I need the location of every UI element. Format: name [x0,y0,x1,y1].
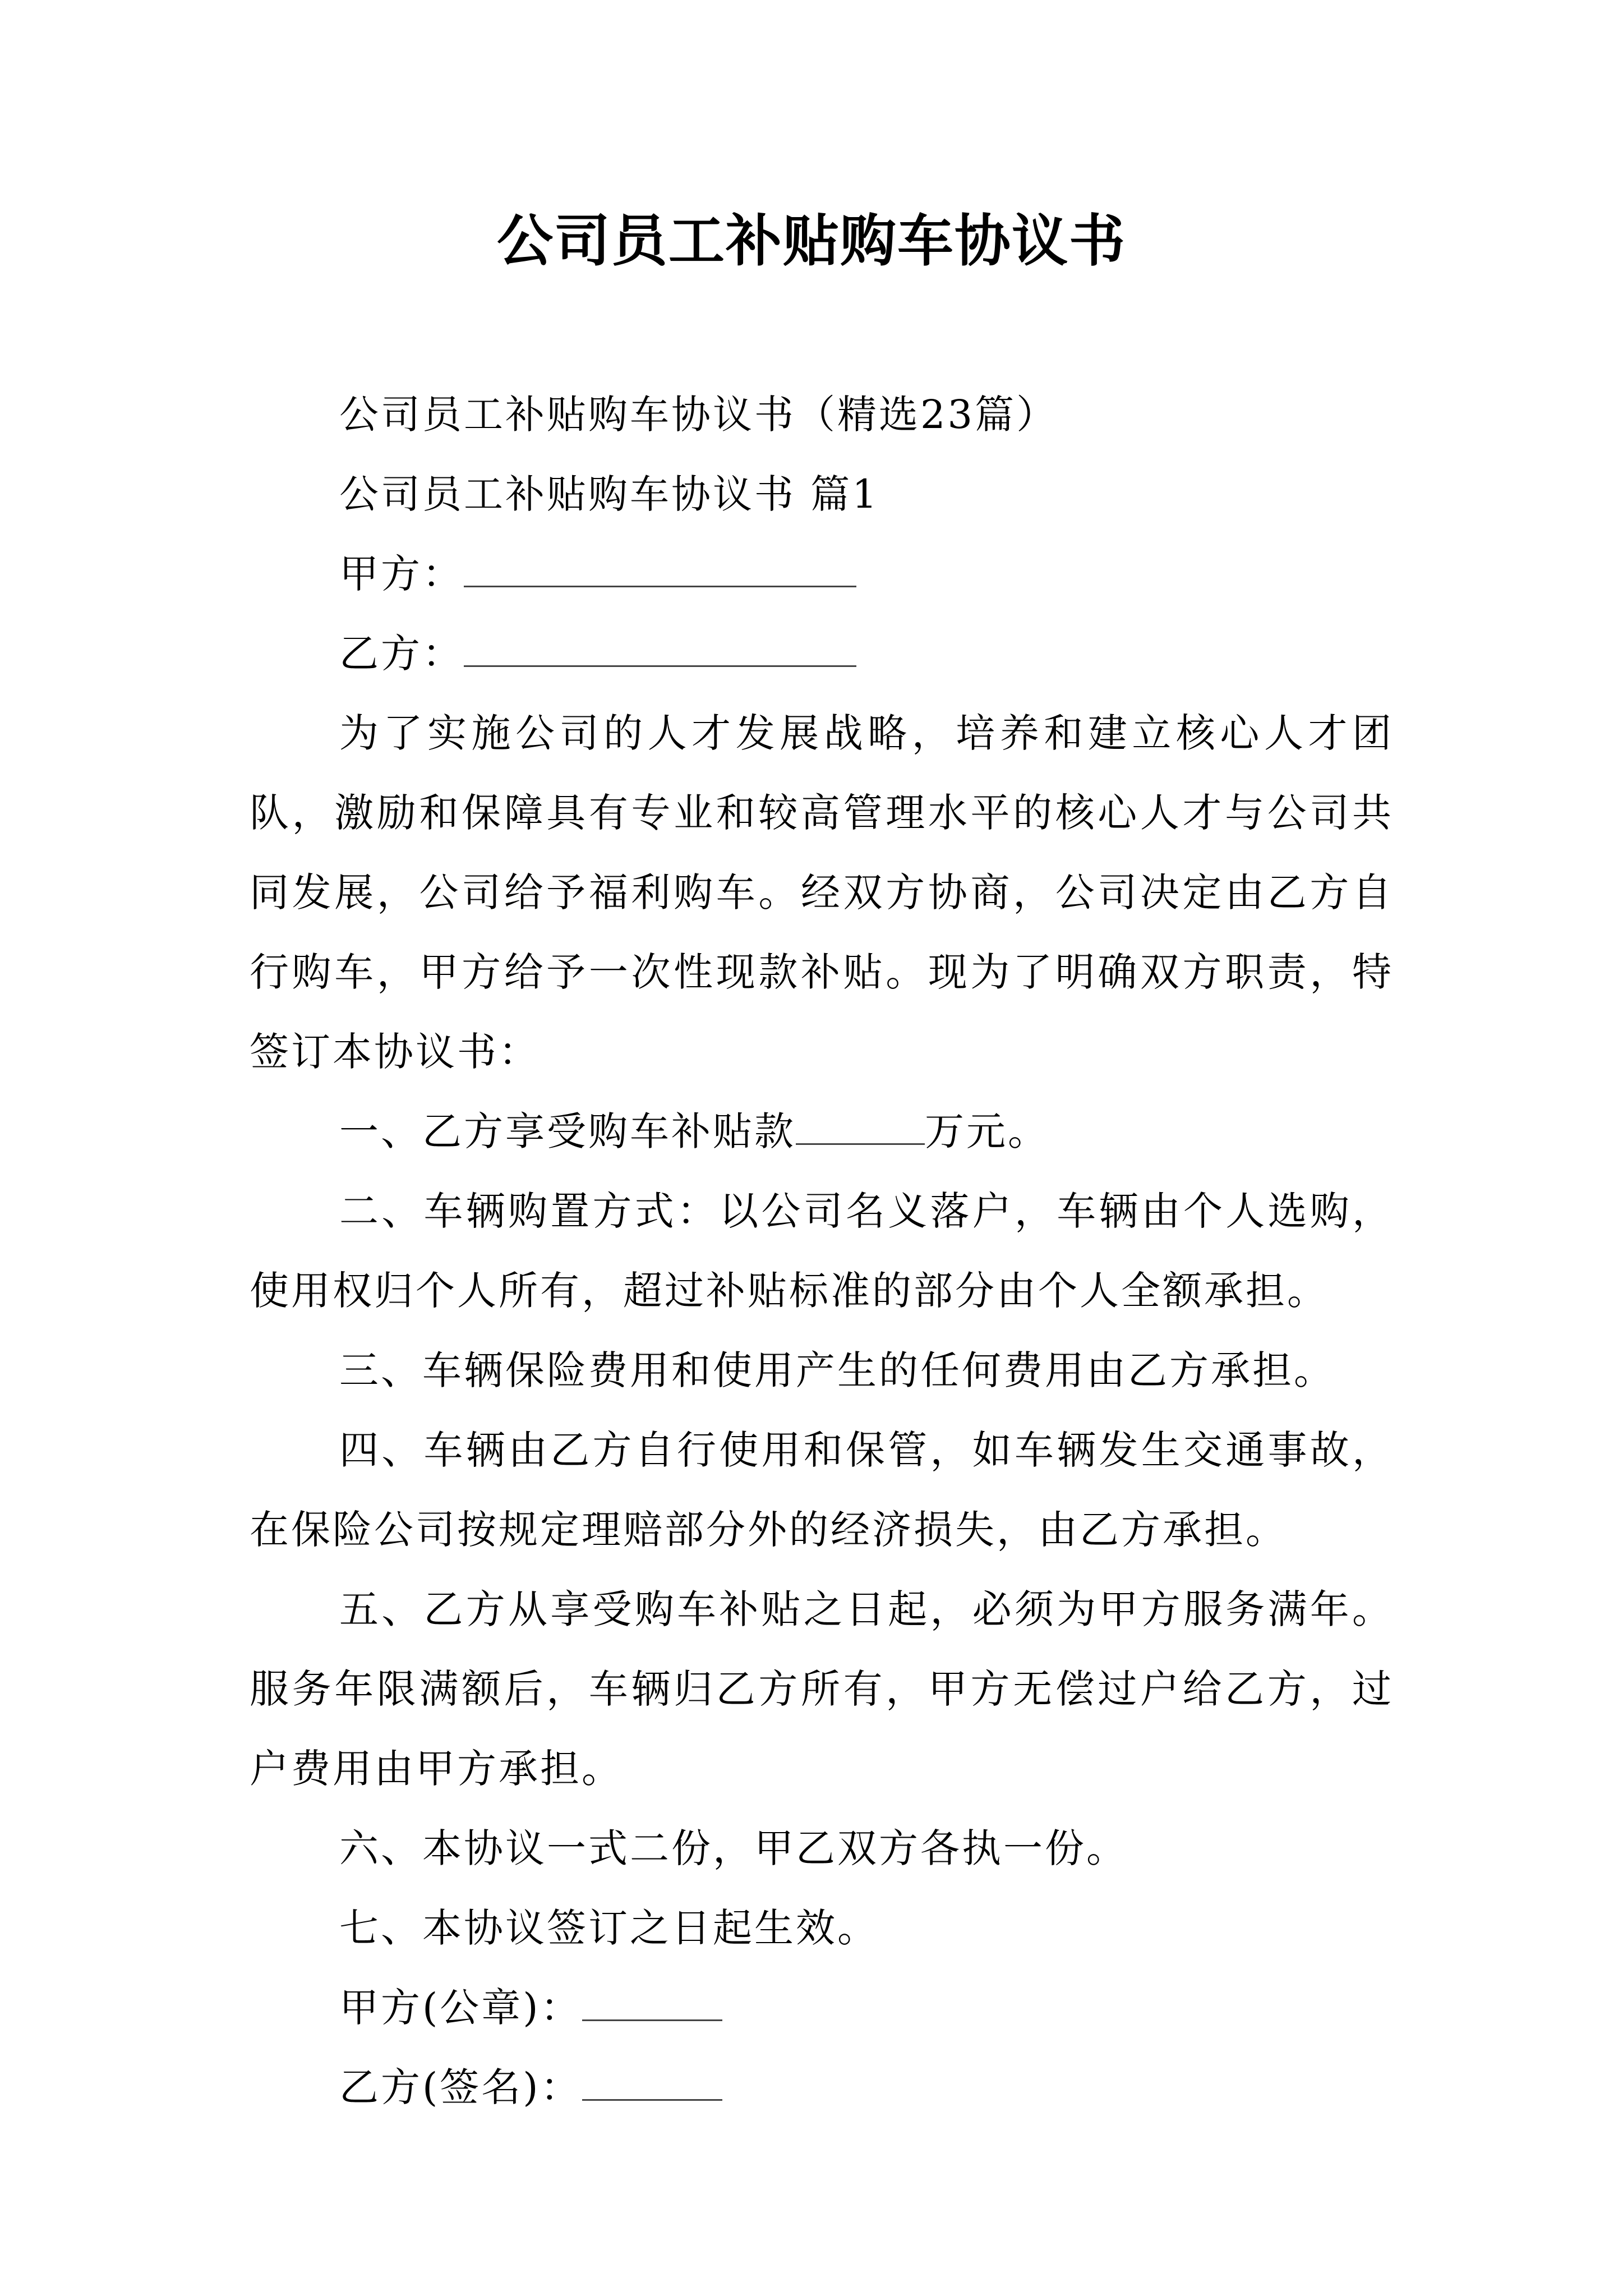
party-a-line [250,534,1394,614]
clause-1 [250,1092,1394,1171]
clause-6: 六、本协议一式二份，甲乙双方各执一份。 [339,1825,1128,1871]
document-title: 公司员工补贴购车协议书 [497,208,1126,274]
document-body [250,375,1394,2127]
clause-4: 四、车辆由乙方自行使用和保管，如车辆发生交通事故，在保险公司按规定理赔部分外的经济损失，由乙方承担。 [250,1427,1394,1553]
section-heading: 公司员工补贴购车协议书 篇1 [339,471,879,517]
signature-a-label: 甲方(公章)： [339,1985,582,2031]
intro-paragraph: 为了实施公司的人才发展战略，培养和建立核心人才团队，激励和保障具有专业和较高管理水平的核心人才与公司共同发展，公司给予福利购车。经双方协商，公司决定由乙方自行购车，甲方给予一次性现款补贴。现为了明确双方职责，特签订本协议书： [250,710,1394,1075]
signature-b-blank [582,2064,722,2101]
party-b-blank [464,631,856,667]
clause-3: 三、车辆保险费用和使用产生的任何费用由乙方承担。 [339,1347,1335,1393]
clause-7: 七、本协议签订之日起生效。 [339,1905,879,1951]
signature-b-label: 乙方(签名)： [339,2064,582,2110]
subsidy-amount-blank [796,1108,925,1145]
clause-1-text: 一、乙方享受购车补贴款 [339,1108,796,1154]
party-b-line [250,614,1394,693]
clause-1-unit: 万元。 [925,1108,1049,1154]
signature-a-line [250,1968,1394,2047]
party-a-label: 甲方： [339,551,464,597]
document-subtitle: 公司员工补贴购车协议书（精选23篇） [339,392,1058,438]
clause-2: 二、车辆购置方式：以公司名义落户，车辆由个人选购，使用权归个人所有，超过补贴标准的部分由个人全额承担。 [250,1188,1394,1314]
signature-b-line [250,2047,1394,2127]
party-b-label: 乙方： [339,631,464,677]
signature-a-blank [582,1985,722,2021]
clause-5: 五、乙方从享受购车补贴之日起，必须为甲方服务满年。服务年限满额后，车辆归乙方所有，甲方无偿过户给乙方，过户费用由甲方承担。 [250,1586,1394,1792]
party-a-blank [464,551,856,587]
